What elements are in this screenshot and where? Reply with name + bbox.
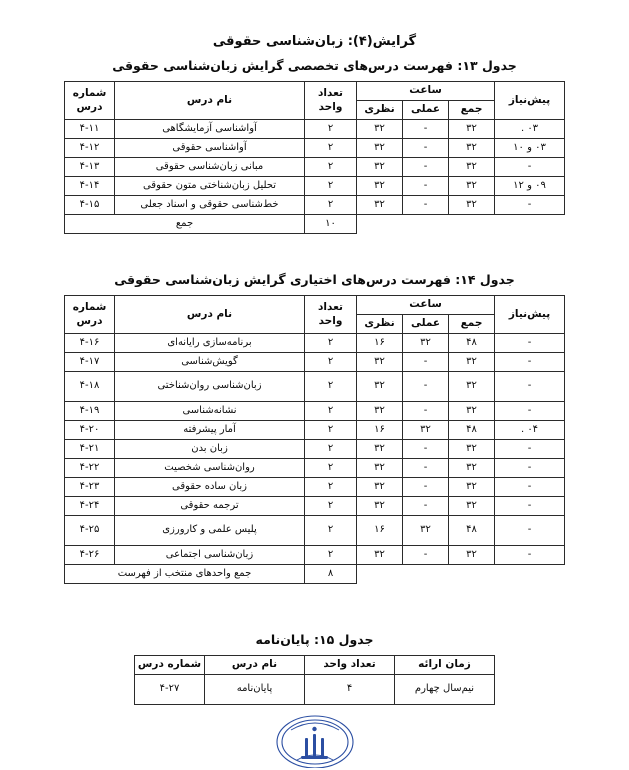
- th-units: تعداد واحد: [305, 82, 357, 120]
- cell-course-name: آواشناسی حقوقی: [115, 139, 305, 158]
- th-hours-group: ساعت: [357, 82, 495, 101]
- cell-course-name: آواشناسی آزمایشگاهی: [115, 120, 305, 139]
- cell-course-name: زبان بدن: [115, 440, 305, 459]
- table-row: [65, 402, 565, 421]
- page-title: گرایش(۴): زبان‌شناسی حقوقی: [212, 34, 417, 49]
- cell-term: نیم‌سال چهارم: [395, 675, 495, 705]
- cell-course-name: پلیس علمی و کارورزی: [115, 516, 305, 546]
- table13-header-row-1: [65, 82, 565, 101]
- cell-prereq: -: [495, 459, 565, 478]
- cell-units: ۲: [305, 353, 357, 372]
- cell-course-name: روان‌شناسی شخصیت: [115, 459, 305, 478]
- cell-practical: -: [403, 139, 449, 158]
- table-row: [135, 675, 495, 705]
- th-hours-theory: نظری: [357, 101, 403, 120]
- cell-theory: ۱۶: [357, 516, 403, 546]
- cell-theory: ۳۲: [357, 478, 403, 497]
- cell-course-no: ۴-۱۸: [65, 372, 115, 402]
- cell-prereq: ۰۳ .: [495, 120, 565, 139]
- cell-course-name: تحلیل زبان‌شناختی متون حقوقی: [115, 177, 305, 196]
- table14-total-row: [65, 565, 565, 584]
- table15-title: جدول ۱۵: پایان‌نامه: [255, 632, 374, 647]
- cell-sum: ۳۲: [449, 353, 495, 372]
- th-course-name: نام درس: [205, 656, 305, 675]
- th-course-no: شماره درس: [65, 296, 115, 334]
- cell-prereq: -: [495, 546, 565, 565]
- table-row: [65, 459, 565, 478]
- official-seal-stamp: [0, 708, 629, 768]
- cell-practical: -: [403, 497, 449, 516]
- cell-sum: ۳۲: [449, 478, 495, 497]
- cell-theory: ۳۲: [357, 139, 403, 158]
- cell-units: ۲: [305, 478, 357, 497]
- cell-prereq: -: [495, 353, 565, 372]
- cell-units: ۲: [305, 459, 357, 478]
- table14-title: جدول ۱۴: فهرست درس‌های اختیاری گرایش زبان‌شناسی حقوقی: [114, 272, 515, 287]
- th-prereq: پیش‌نیاز: [495, 296, 565, 334]
- cell-course-name: نشانه‌شناسی: [115, 402, 305, 421]
- cell-sum: ۳۲: [449, 177, 495, 196]
- cell-theory: ۳۲: [357, 497, 403, 516]
- cell-course-name: گویش‌شناسی: [115, 353, 305, 372]
- cell-course-no: ۴-۲۲: [65, 459, 115, 478]
- th-hours-theory: نظری: [357, 315, 403, 334]
- cell-course-no: ۴-۱۵: [65, 196, 115, 215]
- cell-course-no: ۴-۱۶: [65, 334, 115, 353]
- th-course-no: شماره درس: [135, 656, 205, 675]
- cell-course-no: ۴-۱۴: [65, 177, 115, 196]
- table13-title: جدول ۱۳: فهرست درس‌های تخصصی گرایش زبان‌شناسی حقوقی: [112, 58, 517, 73]
- th-units: تعداد واحد: [305, 656, 395, 675]
- cell-theory: ۳۲: [357, 372, 403, 402]
- cell-prereq: -: [495, 196, 565, 215]
- cell-sum: ۳۲: [449, 372, 495, 402]
- cell-sum: ۳۲: [449, 196, 495, 215]
- cell-prereq: -: [495, 516, 565, 546]
- table14-header-row-1: [65, 296, 565, 315]
- cell-theory: ۳۲: [357, 177, 403, 196]
- table-row: [65, 497, 565, 516]
- table-row: [65, 546, 565, 565]
- th-hours-practical: عملی: [403, 315, 449, 334]
- cell-practical: -: [403, 353, 449, 372]
- table-row: [65, 372, 565, 402]
- th-prereq: پیش‌نیاز: [495, 82, 565, 120]
- cell-course-name: پایان‌نامه: [205, 675, 305, 705]
- th-hours-practical: عملی: [403, 101, 449, 120]
- cell-theory: ۳۲: [357, 196, 403, 215]
- cell-practical: -: [403, 372, 449, 402]
- cell-units: ۴: [305, 675, 395, 705]
- cell-sum: ۴۸: [449, 421, 495, 440]
- cell-practical: -: [403, 546, 449, 565]
- cell-theory: ۱۶: [357, 421, 403, 440]
- cell-units: ۲: [305, 402, 357, 421]
- cell-prereq: -: [495, 334, 565, 353]
- cell-prereq: ۰۴ .: [495, 421, 565, 440]
- cell-course-name: زبان ساده حقوقی: [115, 478, 305, 497]
- cell-prereq: -: [495, 440, 565, 459]
- table-row: [65, 196, 565, 215]
- cell-prereq: -: [495, 497, 565, 516]
- cell-units: ۲: [305, 516, 357, 546]
- table-row: [65, 139, 565, 158]
- table13-total-row: [65, 215, 565, 234]
- cell-practical: -: [403, 177, 449, 196]
- cell-course-name: برنامه‌سازی رایانه‌ای: [115, 334, 305, 353]
- cell-units: ۲: [305, 546, 357, 565]
- cell-course-no: ۴-۲۳: [65, 478, 115, 497]
- cell-units: ۲: [305, 372, 357, 402]
- cell-practical: -: [403, 196, 449, 215]
- cell-theory: ۳۲: [357, 546, 403, 565]
- th-hours-sum: جمع: [449, 315, 495, 334]
- cell-practical: ۳۲: [403, 334, 449, 353]
- cell-course-no: ۴-۲۶: [65, 546, 115, 565]
- table-row: [65, 440, 565, 459]
- cell-prereq: ۰۳ و ۱۰: [495, 139, 565, 158]
- table14: [64, 295, 565, 584]
- total-units: ۱۰: [305, 215, 357, 234]
- th-course-no: شماره درس: [65, 82, 115, 120]
- cell-prereq: -: [495, 478, 565, 497]
- cell-sum: ۳۲: [449, 440, 495, 459]
- cell-theory: ۳۲: [357, 120, 403, 139]
- cell-practical: -: [403, 402, 449, 421]
- cell-units: ۲: [305, 120, 357, 139]
- cell-practical: ۳۲: [403, 421, 449, 440]
- cell-sum: ۳۲: [449, 120, 495, 139]
- table-row: [65, 334, 565, 353]
- cell-course-name: خط‌شناسی حقوقی و اسناد جعلی: [115, 196, 305, 215]
- th-term: زمان ارائه: [395, 656, 495, 675]
- cell-sum: ۳۲: [449, 546, 495, 565]
- cell-course-no: ۴-۱۷: [65, 353, 115, 372]
- cell-theory: ۳۲: [357, 158, 403, 177]
- table14-body: [65, 334, 565, 584]
- table-row: [65, 177, 565, 196]
- cell-course-no: ۴-۲۴: [65, 497, 115, 516]
- cell-theory: ۳۲: [357, 440, 403, 459]
- total-label: جمع: [65, 215, 305, 234]
- th-hours-sum: جمع: [449, 101, 495, 120]
- cell-theory: ۱۶: [357, 334, 403, 353]
- cell-sum: ۴۸: [449, 334, 495, 353]
- cell-course-name: ترجمه حقوقی: [115, 497, 305, 516]
- cell-units: ۲: [305, 440, 357, 459]
- cell-sum: ۳۲: [449, 158, 495, 177]
- cell-practical: -: [403, 459, 449, 478]
- cell-units: ۲: [305, 177, 357, 196]
- section-table15: [0, 632, 629, 705]
- cell-course-name: زبان‌شناسی روان‌شناختی: [115, 372, 305, 402]
- cell-course-no: ۴-۱۹: [65, 402, 115, 421]
- table13-body: [65, 120, 565, 234]
- table15: [134, 655, 495, 705]
- cell-prereq: -: [495, 372, 565, 402]
- th-course-name: نام درس: [115, 296, 305, 334]
- cell-practical: -: [403, 120, 449, 139]
- cell-course-no: ۴-۱۱: [65, 120, 115, 139]
- cell-units: ۲: [305, 158, 357, 177]
- cell-prereq: ۰۹ و ۱۲: [495, 177, 565, 196]
- cell-sum: ۳۲: [449, 139, 495, 158]
- cell-course-no: ۴-۲۷: [135, 675, 205, 705]
- cell-course-no: ۴-۲۱: [65, 440, 115, 459]
- cell-practical: -: [403, 478, 449, 497]
- cell-course-no: ۴-۱۳: [65, 158, 115, 177]
- cell-prereq: -: [495, 402, 565, 421]
- cell-units: ۲: [305, 497, 357, 516]
- cell-sum: ۳۲: [449, 402, 495, 421]
- cell-course-no: ۴-۲۵: [65, 516, 115, 546]
- table15-header-row: [135, 656, 495, 675]
- cell-theory: ۳۲: [357, 353, 403, 372]
- cell-theory: ۳۲: [357, 459, 403, 478]
- cell-units: ۲: [305, 334, 357, 353]
- section-table13: [0, 58, 629, 234]
- cell-practical: -: [403, 158, 449, 177]
- table-row: [65, 478, 565, 497]
- table15-body: [135, 675, 495, 705]
- table-row: [65, 516, 565, 546]
- cell-practical: -: [403, 440, 449, 459]
- cell-units: ۲: [305, 139, 357, 158]
- cell-units: ۲: [305, 421, 357, 440]
- cell-prereq: -: [495, 158, 565, 177]
- cell-course-name: آمار پیشرفته: [115, 421, 305, 440]
- th-units: تعداد واحد: [305, 296, 357, 334]
- th-course-name: نام درس: [115, 82, 305, 120]
- cell-course-name: زبان‌شناسی اجتماعی: [115, 546, 305, 565]
- cell-units: ۲: [305, 196, 357, 215]
- table13: [64, 81, 565, 234]
- cell-practical: ۳۲: [403, 516, 449, 546]
- total-units: ۸: [305, 565, 357, 584]
- cell-sum: ۴۸: [449, 516, 495, 546]
- th-hours-group: ساعت: [357, 296, 495, 315]
- cell-course-no: ۴-۱۲: [65, 139, 115, 158]
- cell-theory: ۳۲: [357, 402, 403, 421]
- table-row: [65, 421, 565, 440]
- cell-sum: ۳۲: [449, 497, 495, 516]
- cell-course-name: مبانی زبان‌شناسی حقوقی: [115, 158, 305, 177]
- section-table14: [0, 272, 629, 584]
- table-row: [65, 158, 565, 177]
- cell-sum: ۳۲: [449, 459, 495, 478]
- cell-course-no: ۴-۲۰: [65, 421, 115, 440]
- total-label: جمع واحدهای منتخب از فهرست: [65, 565, 305, 584]
- table-row: [65, 353, 565, 372]
- table-row: [65, 120, 565, 139]
